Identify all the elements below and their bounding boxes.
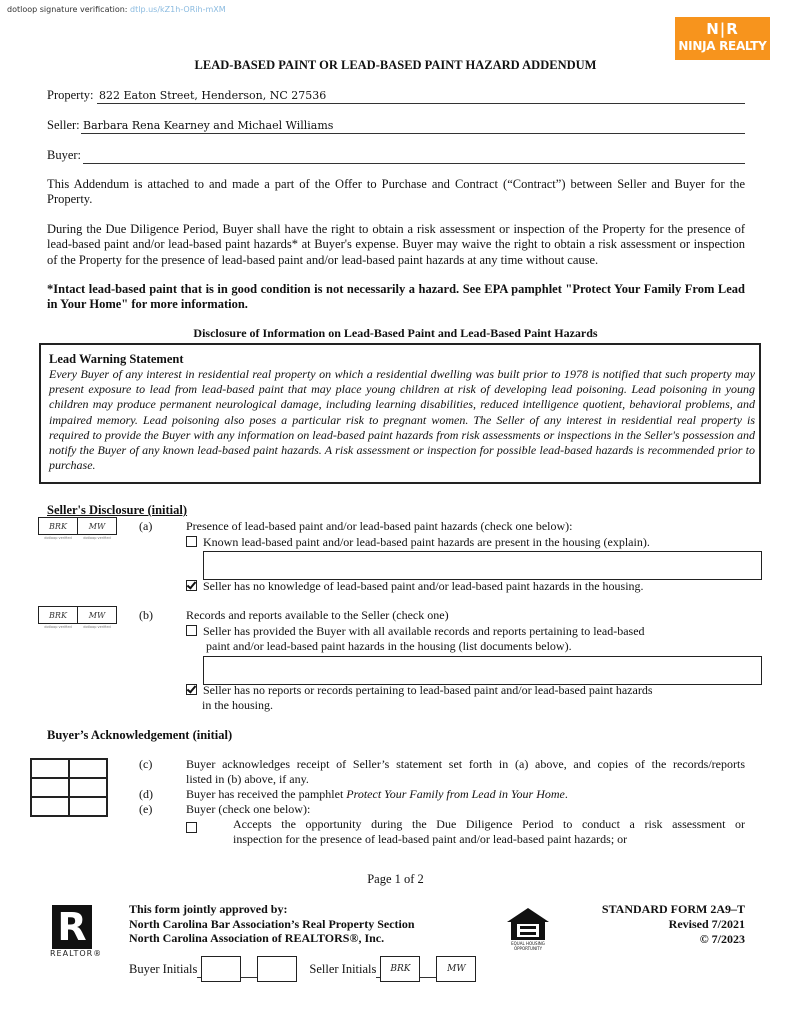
item-b-option-no-records: Seller has no reports or records pertaining to lead-based paint and/or lead-based paint hazards: [186, 683, 653, 698]
realtor-logo: R: [52, 905, 92, 949]
item-letter-c: (c): [139, 757, 153, 771]
page-number: Page 1 of 2: [367, 872, 424, 886]
pamphlet-title: Protect Your Family from Lead in Your Home: [346, 787, 565, 801]
checkbox-accepts-opportunity[interactable]: [186, 819, 203, 837]
copyright-date: © 7/2023: [699, 932, 745, 946]
buyer-label: Buyer:: [47, 148, 82, 162]
item-e-option-line2: inspection for the presence of lead-based paint and/or lead-based paint hazards; or: [233, 832, 628, 846]
buyer-initial-box[interactable]: [31, 759, 69, 778]
property-field: [47, 87, 745, 105]
item-a-text: Presence of lead-based paint and/or lead-based paint hazards (check one below):: [186, 519, 573, 533]
approval-line-3: North Carolina Association of REALTORS®, Inc.: [129, 931, 385, 945]
buyer-initial-box[interactable]: [31, 778, 69, 797]
lead-warning-text: Every Buyer of any interest in residential real property on which a residential dwelling was built prior to 1978 is notified that such property may present exposure to lead from lead-based paint that may place young children at risk of developing lead poisoning. Lead poisoning in young children may produce permanent neurological damage, including learning disabilities, reduced intelligence quotient, behavioral problems, and impaired memory. Lead poisoning also poses a particular risk to pregnant women. The Seller of any interest in residential real property is required to provide the Buyer with any information on lead-based paint hazards from risk assessments or inspections in the Seller's possession and notify the Buyer of any known lead-based paint hazards. A risk assessment or inspection for possible lead-based hazards is recommended prior to purchase.: [49, 367, 755, 473]
item-d-text: Buyer has received the pamphlet Protect Your Family from Lead in Your Home.: [186, 787, 568, 801]
item-c-line1: Buyer acknowledges receipt of Seller’s statement set forth in (a) above, and copies of the records/reports: [186, 757, 745, 771]
item-letter-a: (a): [139, 519, 153, 533]
svg-text:EQUAL HOUSING: EQUAL HOUSING: [511, 941, 545, 946]
seller-initial-box[interactable]: BRK dotloop verified: [38, 517, 78, 535]
item-letter-e: (e): [139, 802, 153, 816]
svg-text:OPPORTUNITY: OPPORTUNITY: [513, 946, 543, 951]
explain-textbox[interactable]: [203, 551, 762, 580]
footer-seller-initial-box[interactable]: MW: [436, 956, 476, 982]
intro-paragraph: This Addendum is attached to and made a part of the Offer to Purchase and Contract (“Contract”) between Seller and Buyer for the Property.: [47, 177, 745, 207]
buyer-ack-heading: Buyer’s Acknowledgement (initial): [47, 728, 233, 742]
seller-label: Seller:: [47, 118, 80, 132]
property-input[interactable]: 822 Eaton Street, Henderson, NC 27536: [97, 88, 745, 104]
seller-initial-box[interactable]: MW dotloop verified: [78, 606, 117, 624]
ninja-realty-logo: [675, 17, 770, 60]
footer-buyer-initial-box[interactable]: [257, 956, 297, 982]
buyer-initials-label: Buyer Initials: [129, 961, 198, 976]
item-c-line2: listed in (b) above, if any.: [186, 772, 309, 786]
buyer-initial-box[interactable]: [69, 778, 107, 797]
equal-housing-icon: [505, 906, 551, 951]
standard-form-block: [602, 902, 745, 947]
seller-field: [47, 117, 745, 135]
seller-initials-label: Seller Initials: [309, 961, 377, 976]
checkbox-no-records[interactable]: [186, 684, 197, 695]
lead-warning-heading: Lead Warning Statement: [49, 352, 184, 366]
buyer-initial-box[interactable]: [69, 797, 107, 816]
revised-date: Revised 7/2021: [668, 917, 745, 931]
item-letter-b: (b): [139, 608, 153, 622]
verification-link[interactable]: dtlp.us/kZ1h-ORih-mXM: [130, 5, 226, 14]
verification-label: dotloop signature verification:: [7, 5, 128, 14]
approval-line-2: North Carolina Bar Association’s Real Property Section: [129, 916, 415, 931]
seller-initials-a: [38, 517, 117, 540]
property-label: Property:: [47, 88, 94, 102]
footer-seller-initial-box[interactable]: BRK: [380, 956, 420, 982]
checkbox-no-knowledge[interactable]: [186, 580, 197, 591]
approval-line-1: This form jointly approved by:: [129, 902, 288, 916]
item-a-option-known: Known lead-based paint and/or lead-based paint hazards are present in the housing (explain).: [186, 535, 650, 550]
checkbox-known-paint[interactable]: [186, 536, 197, 547]
seller-initial-box[interactable]: BRK dotloop verified: [38, 606, 78, 624]
seller-input[interactable]: Barbara Rena Kearney and Michael Williams: [81, 118, 745, 134]
item-b-option-provided-line2: paint and/or lead-based paint hazards in the housing (list documents below).: [206, 639, 572, 653]
item-a-option-no-knowledge: Seller has no knowledge of lead-based paint and/or lead-based paint hazards in the housing.: [186, 579, 644, 594]
buyer-initial-box[interactable]: [31, 797, 69, 816]
item-b-text: Records and reports available to the Seller (check one): [186, 608, 449, 622]
seller-initials-b: [38, 606, 117, 629]
seller-disclosure-heading: Seller's Disclosure (initial): [47, 503, 188, 517]
item-letter-d: (d): [139, 787, 153, 801]
disclosure-heading: Disclosure of Information on Lead-Based Paint and Lead-Based Paint Hazards: [193, 326, 598, 340]
item-e-option-line1: Accepts the opportunity during the Due Diligence Period to conduct a risk assessment or: [233, 817, 745, 831]
documents-textbox[interactable]: [203, 656, 762, 685]
item-b-option-provided: Seller has provided the Buyer with all available records and reports pertaining to lead-based: [186, 624, 645, 639]
form-number: STANDARD FORM 2A9–T: [601, 902, 745, 916]
item-b-option-no-records-line2: in the housing.: [202, 698, 273, 712]
lead-warning-box: [39, 343, 761, 484]
logo-name: NINJA REALTY: [678, 39, 767, 53]
buyer-field: [47, 147, 745, 165]
due-diligence-paragraph: During the Due Diligence Period, Buyer shall have the right to obtain a risk assessment or inspection of the Property for the presence of lead-based paint and/or lead-based paint hazards* at Buyer's expense. Buyer may waive the right to obtain a risk assessment or inspection of the Property for the presence of lead-based paint and/or lead-based paint hazards at any time without cause.: [47, 222, 745, 267]
signature-verification: [7, 5, 226, 14]
buyer-input[interactable]: [83, 148, 745, 164]
realtor-caption: REALTOR®: [50, 949, 103, 958]
intact-paint-note: *Intact lead-based paint that is in good condition is not necessarily a hazard. See EPA pamphlet "Protect Your Family From Lead in Your Home" for more information.: [47, 282, 745, 312]
buyer-initial-box[interactable]: [69, 759, 107, 778]
item-e-text: Buyer (check one below):: [186, 802, 311, 816]
approval-block: [129, 902, 415, 946]
buyer-initials-grid: [30, 758, 108, 817]
checkbox-records-provided[interactable]: [186, 625, 197, 636]
footer-initials-row: [129, 956, 476, 982]
document-title: LEAD-BASED PAINT OR LEAD-BASED PAINT HAZARD ADDENDUM: [194, 58, 597, 72]
seller-initial-box[interactable]: MW dotloop verified: [78, 517, 117, 535]
logo-monogram: N|R: [706, 20, 739, 38]
footer-buyer-initial-box[interactable]: [201, 956, 241, 982]
